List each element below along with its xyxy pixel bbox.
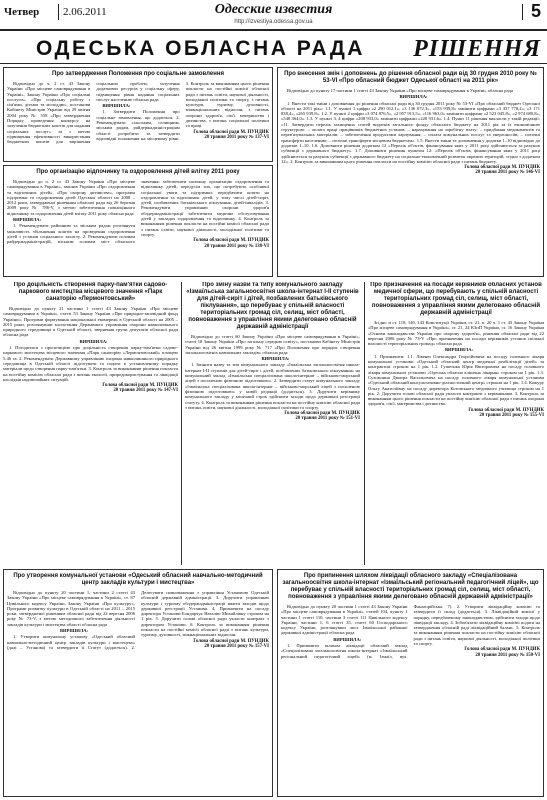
header-divider <box>522 4 523 20</box>
article-text: Відповідно до пункту 17 частини 1 статті 43 Закону України «Про місцеве самоврядування в Україні» обласна рада <box>287 88 514 93</box>
article-park-monument <box>3 282 178 565</box>
decision-label: ВИРІШИЛА: <box>79 338 108 344</box>
article-items: 1. Призначити: 1.1. Лівеню Олександра Георгійовича на посаду головного лікаря комунальної установи «Одеський обласний центр медичної реабілітації дітей» за контрактом строком на 1 рік. 1.2. Гушеєнка Юрія Вікторовича на посаду головного лікаря комунальної установи «Одеська обласна клінічна лікарня» строком на 1 рік. 1.3. Сухомлина Дмитра Васильовича на посаду головного лікаря комунальної установи «Одеський обласний консультативно-діагностичний центр» строком на 1 рік. 1.4. Кожуру Ольгу Анатоліївну на посаду директора Котовського медичного училища строком на 1 рік. 2. Доручити голові обласної ради укласти контракти з керівниками. 3. Контроль за виконанням цього рішення покласти на постійну комісію обласної ради з питань охорони здоров'я, сім'ї, материнства і дитинства. <box>368 353 544 407</box>
article-items: 1. Затвердити Положення про соціальне замовлення, що додається. 2. Рекомендувати сільським, селищним, міським радам, райдержадміністраціям області розробити та затвердити відповідні положення на місцевому рівні. 3. Контроль за виконанням цього рішення покласти на постійні комісії обласної ради з питань освіти, наукової діяльності, молодіжної політики та спорту, з питань культури, туризму, духовності, міжнаціональних відносин, з питань охорони здоров'я, сім'ї, материнства і дитинства, з питань соціальної політики та праці. <box>96 81 269 141</box>
article-items: 1. Рекомендувати районним та міським радам розглянути можливість збільшення коштів на проведення оздоровлення дітей з установ соціального захисту. 2. Рекомендувати головам райдержадміністрацій, міським головам міст обласного значення: забезпечити належну організацію оздоровлення та відпочинку дітей, передусім тих, що потребують особливої соціальної уваги та підтримки; передбачити кошти на оздоровлення та відпочинок дітей, у тому числі дітей-сиріт, дітей, позбавлених батьківського піклування, дітей-інвалідів. 3. Рекомендувати управлінню охорони здоров'я облдержадміністрації забезпечити медичне обслуговування дітей у закладах оздоровлення та відпочинку. 4. Контроль за виконанням рішення покласти на постійні комісії обласної ради з питань освіти, наукової діяльності, молодіжної політики та спорту. <box>7 179 269 245</box>
page-number: 5 <box>530 1 541 21</box>
decision-label: ВИРІШИЛА: <box>333 636 362 642</box>
article-text: Відповідно до пункту 20 частини 1 статті 43 Закону України «Про місцеве самоврядування в Україні», статей 104, пункту 1 частини 1 статті 110, частини 3 статті 111 Цивільного кодексу України, частини 1, 6 статті 35, статті 60 Господарського кодексу України, розглянувши лист Ізмаїльської районної державної адміністрації обласна рада <box>281 604 408 636</box>
article-signature <box>141 238 269 249</box>
article-title: Про призначення на посади керівників обласних установ медичної сфери, що перебувають у спільній власності територіальних громад сіл, селищ, міст області, повноваження з управління якими делеговано обласній державній адміністрації <box>370 282 542 316</box>
decision-number: 20 травня 2011 року № 155-VI <box>479 413 544 419</box>
article-child-recreation <box>3 165 273 277</box>
signatory: Голова обласної ради М. ПУНДИК <box>464 647 540 653</box>
decision-label: ВИРІШИЛА: <box>13 217 42 223</box>
article-text: Відповідно до статті 60 Закону України «Про місцеве самоврядування в Україні», статті 18 Закону України «Про загальну середню освіту», постанови Кабінету Міністрів України від 26 квітня 1999 року № 717 «Про Положення про порядок створення загальноосвітніх навчальних закладів» обласна рада <box>185 334 360 355</box>
signatory: Голова обласної ради М. ПУНДИК <box>193 638 269 644</box>
article-title: Про затвердження Положення про соціальне замовлення <box>52 71 224 77</box>
article-signature <box>368 408 544 419</box>
article-title: Про утворення комунальної установи «Одеський обласний навчально-методичний центр закладів культури і мистецтва» <box>13 573 263 586</box>
article-body <box>368 320 544 418</box>
issue-date: 2.06.2011 <box>63 6 107 18</box>
article-body <box>185 334 360 422</box>
decision-label: ВИРІШИЛА: <box>444 347 474 353</box>
article-body <box>281 88 540 176</box>
decision-number: 20 травня 2011 року № 137-VI <box>204 134 269 140</box>
article-text: Згідно зі ст. 118, 140, 143 Конституції України, ст. 21, п. 20 ч. 1 ст. 43 Закону України «Про місцеве самоврядування в Україні», ст. 21, 24 КЗпП України, ст. 16 Закону України «Основи законодавства України про охорону здоров'я», рішення обласної ради від 22 вересня 2006 року № 73-V «Про призначення на посади керівників установ спільної власності територіальних громад» обласна рада <box>368 320 544 347</box>
article-signature <box>186 130 269 141</box>
decision-label: ВИРІШИЛА: <box>102 103 131 109</box>
article-title: Про внесення змін і доповнень до рішення обласної ради від 30 грудня 2010 року № 53-VI «Про обласний бюджет Одеської області на 2011 рік» <box>284 71 537 84</box>
article-text: Відповідно до пункту 20 частини 1, частини 2 статті 43 Закону України «Про місцеве самоврядування в Україні», ст. 87 Цивільного кодексу України, Закону України «Про культуру», Програми розвитку культури в Одеській області на 2011 – 2015 роки, затвердженої рішенням обласної ради від 22 вересня 2006 року № 73-V, з метою методичного забезпечення діяльності закладів культури і мистецтва області обласна рада <box>7 590 135 627</box>
article-signature <box>281 165 540 176</box>
article-text: Відповідно до пункту 21 частини 1 статті 43 Закону України «Про місцеве самоврядування в Україні», статті 53 Закону України «Про природно-заповідний фонд України», Програми формування національної екомережі в Одеській області на 2005 – 2015 роки, розглянувши клопотання Державного управління охорони навколишнього природного середовища в Одеській області, звернення групи депутатів обласної ради обласна рада <box>3 306 178 338</box>
article-signature <box>3 383 178 394</box>
article-title: Про доцільність створення парку-пам'ятки садово-паркового мистецтва місцевого значення «Парк санаторію «Лермонтовський» <box>13 282 168 302</box>
article-items: 1. Припинити шляхом ліквідації обласний заклад «Спеціалізована загальноосвітня школа-інтернат «Ізмаїльський регіональний педагогічний ліцей» (м. Ізмаїл, вул. Фанагорійська, 7). 2. Утворити ліквідаційну комісію та затвердити її склад (додається). 3. Ліквідаційній комісії у порядку, передбаченому законодавством, здійснити заходи щодо ліквідації закладу. 4. Зобов'язати ліквідаційну комісію подати на затвердження обласній раді ліквідаційний баланс. 5. Контроль за виконанням рішення покласти на постійну комісію обласної ради з питань освіти, наукової діяльності, молодіжної політики та спорту. <box>281 604 540 659</box>
decision-number: 20 травня 2011 року № 138-VI <box>204 243 269 249</box>
article-items: 1. Погодитися з пропозицією про доцільність створення парку-пам'ятки садово-паркового мистецтва місцевого значення «Парк санаторію «Лермонтовський» площею 5,46 га. 2. Рекомендувати Державному управлінню охорони навколишнього природного середовища в Одеській області підготувати та подати в установленому порядку матеріали щодо створення парку-пам'ятки. 3. Контроль за виконанням рішення покласти на постійну комісію обласної ради з питань екології, природокористування та ліквідації наслідків надзвичайних ситуацій. <box>3 345 178 382</box>
page-header <box>0 0 547 34</box>
article-lyceum-liquidation <box>277 569 544 797</box>
decision-number: 20 травня 2011 року № 157-VI <box>204 643 269 649</box>
article-body <box>281 604 540 659</box>
column-divider <box>364 282 365 565</box>
decision-number: 20 травня 2011 року № 151-VI <box>295 416 360 422</box>
signatory: Голова обласної ради М. ПУНДИК <box>193 238 269 244</box>
article-items: 1. Утворити комунальну установу «Одеський обласний навчально-методичний центр закладів культури і мистецтва» (далі – Установа) та затвердити її Статут (додається). 2. Делегувати повноваження з управління Установою Одеській обласній державній адміністрації. 3. Доручити управлінню культури і туризму облдержадміністрації вжити заходів щодо державної реєстрації Установи. 4. Призначити на посаду директора Установи Бондарчук Наталію Михайлівну строком на 1 рік. 5. Доручити голові обласної ради укласти контракт з директором Установи. 6. Контроль за виконанням рішення покласти на постійні комісії обласної ради з питань культури, туризму, духовності, міжнаціональних відносин. <box>7 590 269 650</box>
signatory: Голова обласної ради М. ПУНДИК <box>193 129 269 135</box>
article-signature <box>414 647 541 658</box>
article-medical-appointments <box>368 282 544 565</box>
decision-label: ВИРІШИЛА: <box>261 356 290 362</box>
article-title: Про організацію відпочинку та оздоровлення дітей влітку 2011 року <box>36 169 240 175</box>
article-signature <box>141 639 269 650</box>
decision-number: 20 травня 2011 року № 150-VI <box>475 652 540 658</box>
article-body <box>3 306 178 394</box>
article-body <box>7 179 269 249</box>
article-text: Відповідно до ч. 2 ст. 43 Закону України «Про місцеве самоврядування в Україні», законів України «Про оздоровлення та відпочинок дітей», «Про охорону дитинства», програми підтримки та оздоровлення дітей Одеської області на 2008 – 2012 роки, затвердженої рішенням обласної ради від 26 березня 2009 року № 786-V, з метою забезпечення повноцінного відпочинку та оздоровлення дітей влітку 2011 року обласна рада <box>7 179 135 216</box>
issue-day: Четвер <box>4 6 40 18</box>
column-divider <box>181 282 182 565</box>
article-body <box>7 590 269 650</box>
newspaper-title: Одесские известия <box>214 2 333 17</box>
decision-label: ВИРІШИЛА: <box>399 94 428 100</box>
article-budget-changes <box>277 67 544 277</box>
header-rule <box>0 29 547 31</box>
article-title: Про припинення шляхом ліквідації обласного закладу «Спеціалізована загальноосвітня школа-інтернат «Ізмаїльський регіональний педагогічний ліцей», що перебуває у спільній власності територіальних громад сіл, селищ, міст області, повноваження з управління якими делеговано обласній державній адміністрації» <box>282 573 539 600</box>
banner-kind: РІШЕННЯ <box>413 36 541 62</box>
article-text: Відповідно до ч. 2 ст. 43 Закону України «Про місцеве самоврядування в Україні», Закону України «Про соціальні послуги», «Про соціальну роботу з сім'ями, дітьми та молоддю», постанови Кабінету Міністрів України від 29 квітня 2004 року № 558 «Про затвердження Порядку проведення конкурсу на залучення бюджетних коштів для надання соціальних послуг» та з метою підвищення ефективності використання бюджетних коштів для вирішення соціальних проблем, залучення додаткових ресурсів у соціальну сферу, підвищення рівня надання соціальних послуг населенню обласна рада <box>7 81 180 145</box>
decision-label: ВИРІШИЛА: <box>59 628 89 634</box>
signatory: Голова обласної ради М. ПУНДИК <box>284 411 360 417</box>
section-banner <box>0 33 547 64</box>
signatory: Голова обласної ради М. ПУНДИК <box>464 165 540 171</box>
decision-number: 20 травня 2011 року № 146-VI <box>475 170 540 176</box>
banner-org: ОДЕСЬКА ОБЛАСНА РАДА <box>36 37 365 60</box>
article-body <box>7 81 269 145</box>
article-title: Про зміну назви та типу комунального закладу «Ізмаїльська загальноосвітня школа-інтернат I-II ступенів для дітей-сиріт і дітей, позбавлених батьківського піклування», що перебуває у спільній власності територіальних громад сіл, селищ, міст області, повноваження з управління якими делеговано обласній державній адміністрації <box>186 282 359 330</box>
decision-number: 20 травня 2011 року № 147-VI <box>113 388 178 394</box>
article-social-order <box>3 67 273 162</box>
signatory: Голова обласної ради М. ПУНДИК <box>102 383 178 389</box>
article-school-rename <box>185 282 360 565</box>
newspaper-url[interactable]: http://izvestiya.odessa.gov.ua <box>234 19 313 25</box>
article-items: 1. Внести такі зміни і доповнення до рішення обласної ради від 30 грудня 2011 року № 53-VI «Про обласний бюджет Одеської області на 2011 рік»: 1.1. У пункті 1 цифри «2 290 012,1», «3 136 072,3», «153 939,8» замінити цифрами «3 437 778,2», «3 171 838,4», «265 939,8». 1.2. У пункті 2 цифри «3 074 876,5», «2 957 913,5», «116 963,0» замінити цифрами «2 523 045,8», «2 974 680,8», «548 364,0». 1.3. У пункті 3, 4 цифри «208 933,0» замінити цифрами «228 931,6». 1.4. Пункт 11 рішення викласти у такій редакції: «11. Затвердити перелік захищених статей видатків загального фонду обласного бюджету на 2011 рік за їх економічною структурою: – оплата праці працівників бюджетних установ; – нарахування на заробітну плату; – придбання медикаментів та перев'язувальних матеріалів; – забезпечення продуктами харчування; – оплата комунальних послуг та енергоносіїв; – поточні трансферти населенню; – поточні трансферти місцевим бюджетам». 1.5. Внести зміни та доповнення у додатки 1–10 відповідно до додатків 1–10. 1.6. Доповнити рішення додатком 12 «Перелік об'єктів, фінансування яких у 2011 році здійснюється за рахунок субвенції з державного бюджету». 1.7. Доповнити рішення пунктом 12: «Перелік об'єктів, фінансування яких у 2011 році здійснюється за рахунок субвенції з державного бюджету на соціально-економічний розвиток окремих територій, згідно з додатком 12». 2. Контроль за виконанням цього рішення покласти на постійну комісію обласної ради з питань бюджету. <box>281 100 540 164</box>
article-signature <box>185 411 360 422</box>
signatory: Голова обласної ради М. ПУНДИК <box>468 407 544 413</box>
article-culture-center <box>3 569 273 797</box>
article-items: 1. Змінити назву та тип комунального закладу «Ізмаїльська загальноосвітня школа-інтернат I-II ступенів для дітей-сиріт і дітей, позбавлених батьківського піклування» на комунальний заклад «Ізмаїльська спеціалізована школа-інтернат – військово-морський ліцей з посиленою фізичною підготовкою». 2. Затвердити статут комунального закладу «Ізмаїльська спеціалізована школа-інтернат – військово-морський ліцей з посиленою фізичною підготовкою» у новій редакції (додається). 3. Доручити керівнику комунального закладу у місячний строк здійснити заходи щодо державної реєстрації статуту. 4. Контроль за виконанням рішення покласти на постійну комісію обласної ради з питань освіти, наукової діяльності, молодіжної політики та спорту. <box>185 362 360 410</box>
